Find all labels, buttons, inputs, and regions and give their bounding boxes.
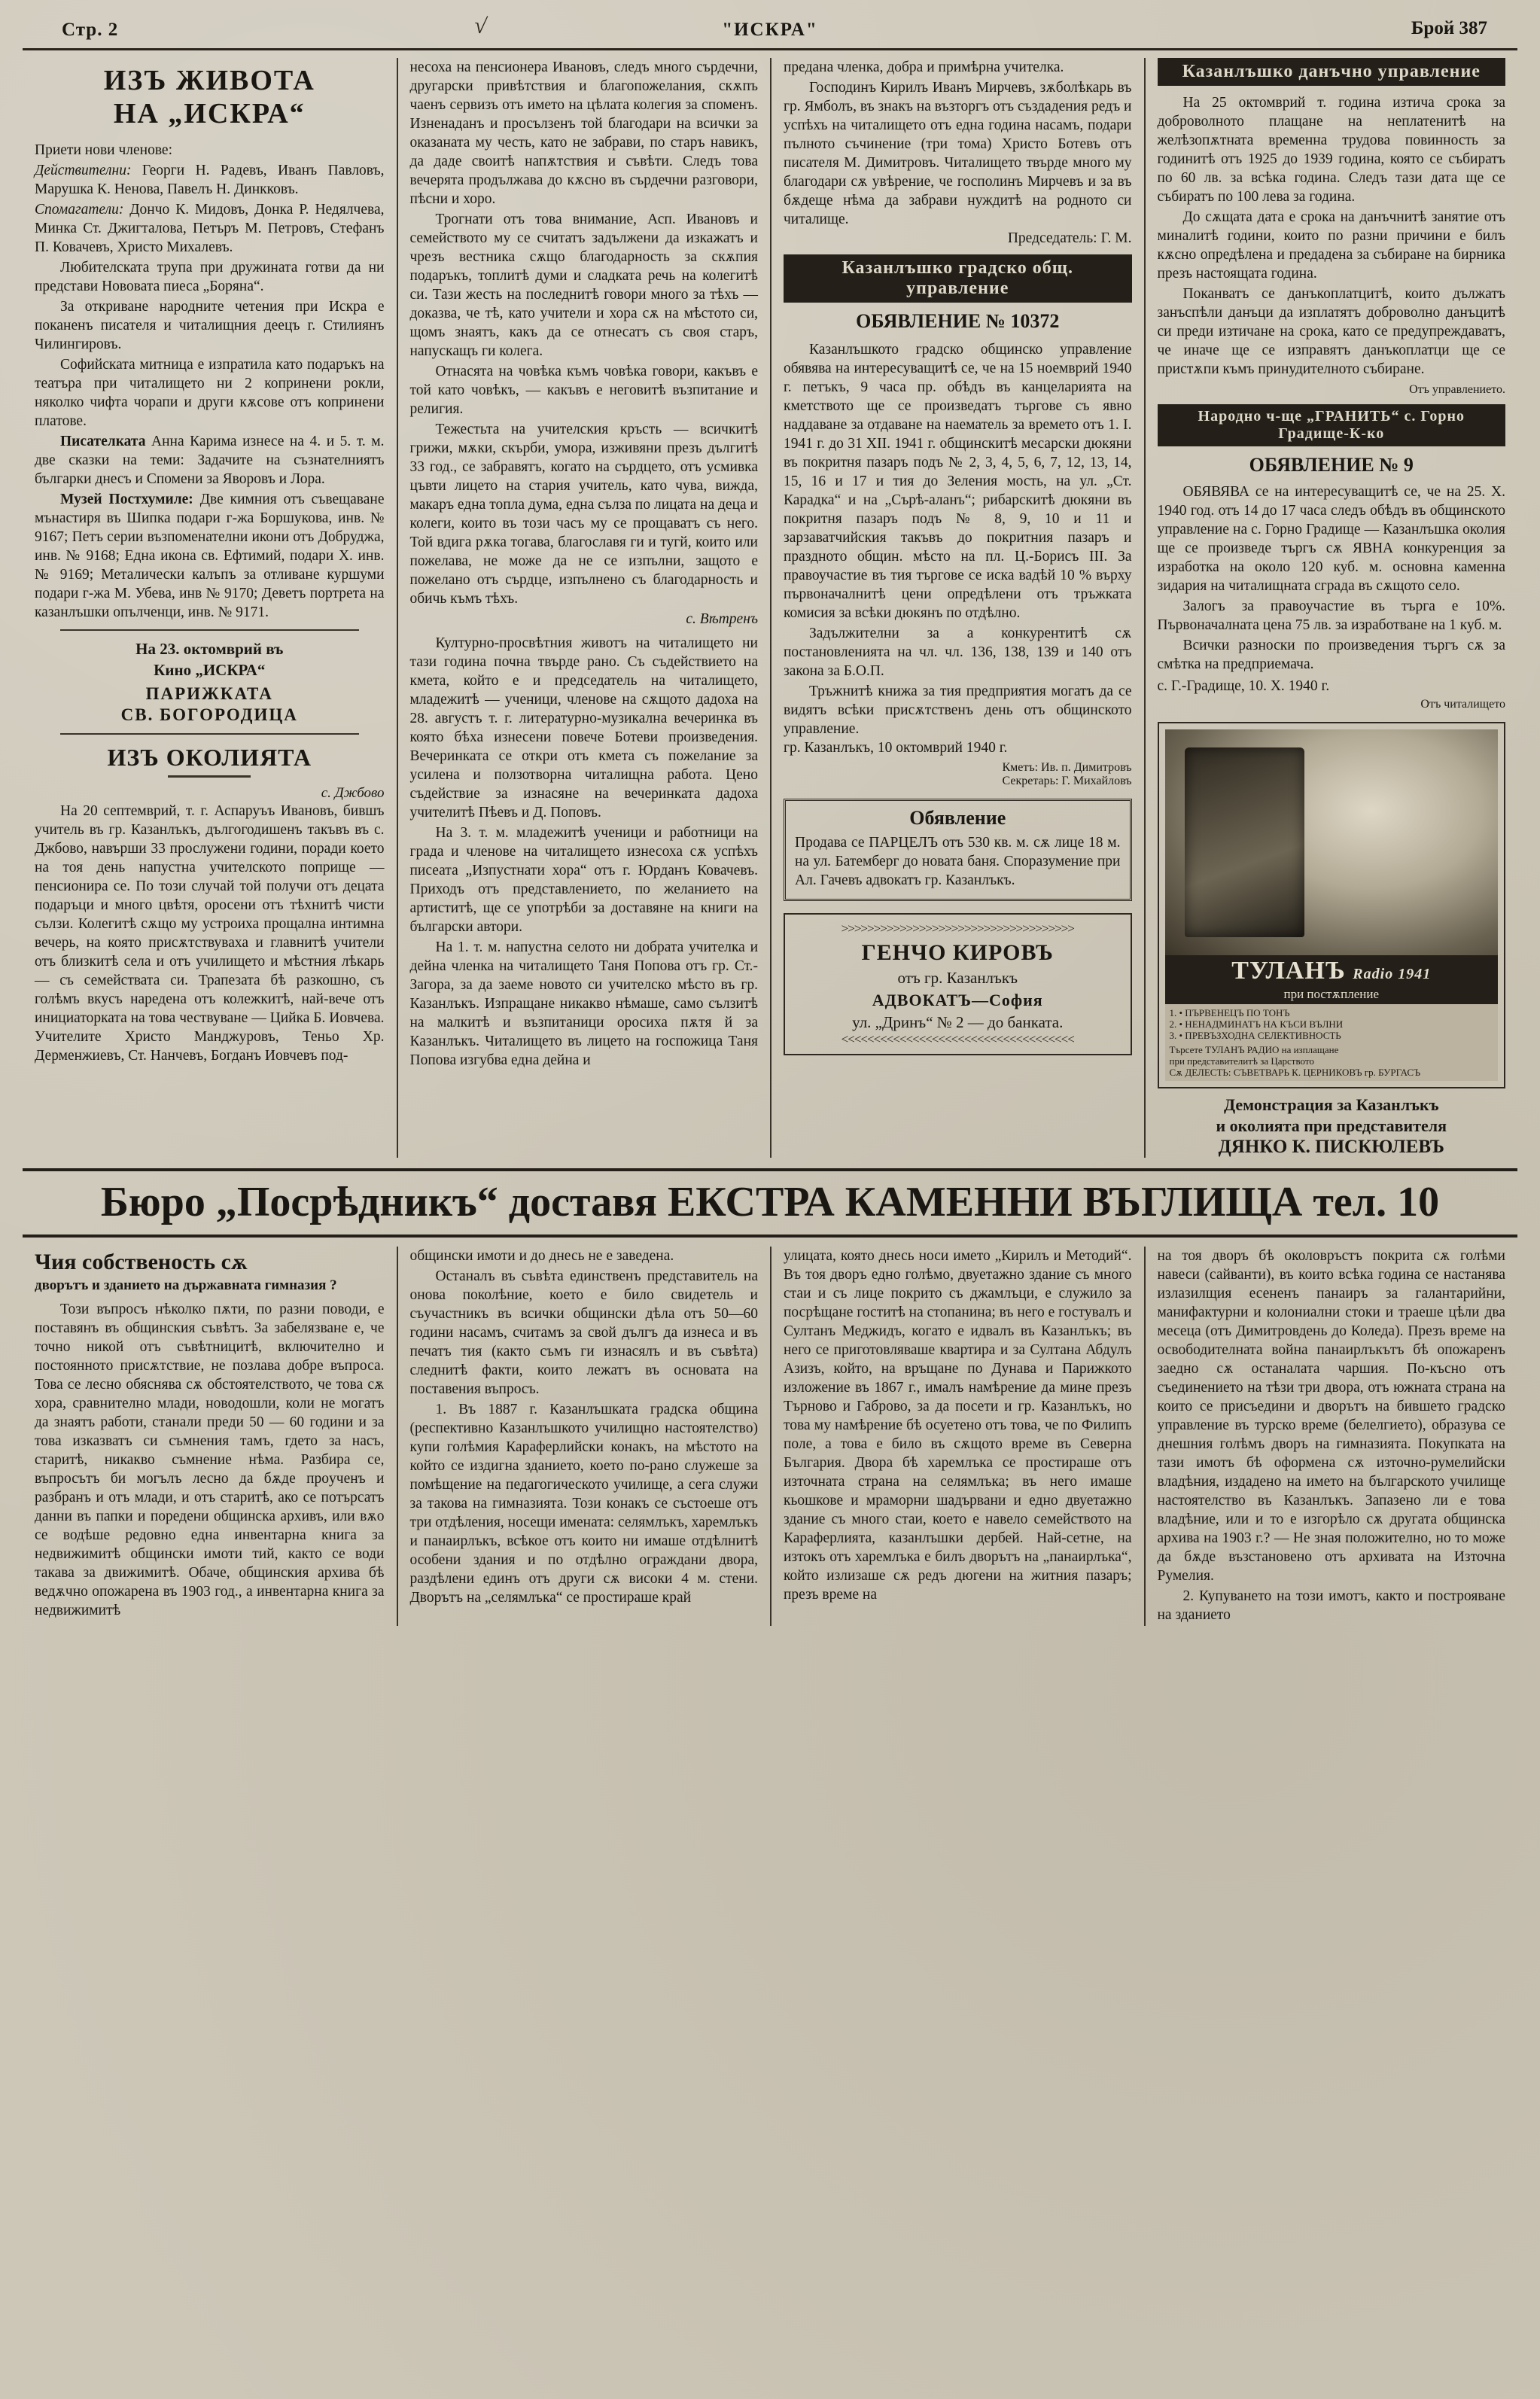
ad-parcel (784, 799, 1132, 901)
radio-subtitle: при постѫпление (1165, 987, 1499, 1004)
paragraph-text: Анна Карима изнесе на 4. и 5. т. м. две сказки на теми: Задачите на съзнателниятъ българки днесъ и Спомени за Яворовъ и Лора. (35, 434, 385, 487)
radio-feature: 2. • НЕНАДМИНАТЪ НА КЪСИ ВЪЛНИ (1169, 1018, 1344, 1030)
radio-brand-name: ТУЛАНЪ (1231, 957, 1346, 985)
signature-secretary: Секретарь: Г. Михайловъ (1002, 775, 1132, 787)
paragraph: Залогъ за правоучастие въ търга е 10%. Първоначалната цена 75 лв. за изработване на 1 куб. м. (1157, 598, 1505, 633)
divider (60, 733, 359, 735)
section-bar-granit: Народно ч-ще „ГРАНИТЬ“ с. Горно Градище-К-ко (1158, 404, 1506, 446)
paragraph: Поканватъ се данъкоплатцитѣ, които дължатъ занъспѣли данъци да изплатятъ доброволно данъцитѣ си преди изтичане на срока, като се предупреждаватъ, че иначе ще се изправятъ данъкоплатци ще се пристѫпи къмъ принудителното събиране. (1157, 286, 1505, 377)
paragraph-text: Георги Н. Радевъ, Иванъ Павловъ, Марушка К. Ненова, Павелъ Н. Динкковъ. (35, 163, 385, 197)
bottom-column-4 (1144, 1247, 1518, 1626)
paragraph: Казанлъшкото градско общинско управление обявява на интересуващитѣ се, че на 15 ноемврий 1940 г. петъкъ, 9 часа пр. обѣдъ въ канцеларията на кметството ще се произведатъ търгове съ явно наддаване за отдаване на наематель за времето отъ 1. I. 1941 г. до 31 XII. 1941 г. общинскитѣ месарски дюкяни въ покритня пазаръ подъ № 2, 3, 4, 5, 6, 7, 12, 13, 14, 15, 16 и 17 и тия до Зеления мость, на ул. „Ст. Карадка“ и на „Сърѣ-аланъ“; рибарскитѣ дюкяни въ покритня пазаръ подъ № 8, 9, 10 и 11 и зарзаватчийския такъвъ до покритния пазаръ и празднотo общин. мѣсто на пл. Ц.-Борисъ III. За правоучастие въ тия търгове се иска вадѣй 10 % върху първоначалнитѣ цени опредѣлени отъ тръжката комисия за всѣки дюкянъ по отдѣлно. (784, 342, 1132, 621)
bottom-column-2 (397, 1247, 771, 1626)
checkmark-icon: √ (472, 13, 488, 39)
place-line: с. Вѣтренъ (686, 611, 758, 627)
signature-chairman: Председатель: Г. М. (1007, 230, 1132, 246)
section-subhead: ИЗЪ ОКОЛИЯТА (107, 744, 312, 771)
radio-note: Търсете ТУЛАНЪ РАДИО на изплащане (1169, 1044, 1339, 1055)
paragraph: несоха на пенсионера Ивановъ, следъ много сърдечни, другарски привѣтствия и благопожелания, скѫпъ чаенъ сервизъ отъ името на цѣлата колегия за споменъ. Изненаданъ и просълзенъ той благодари на всички за оказаната му честь, като не забрави, по старъ навикъ, да даде своитѣ напѫтствия и съвѣти. Следъ това вечерята продължава до кѫсно въ сърдечни разговори, пѣсни и хоро. (409, 59, 758, 207)
page-number: Стр. 2 (62, 20, 119, 40)
section-bar-city-council: Казанлъшко градско общ. управление (784, 254, 1132, 303)
paragraph: На 20 септемврий, т. г. Аспаруъъ Ивановъ, бившъ учитель въ гр. Казанлъкъ, дългогодишенъ такъвъ въ с. Джбово, навърши 33 прослужени години, поради което на тоя день напустна учителското поприще — пенсионира се. По този случай той получи отъ децата подаръци и много цвѣтя, оросени отъ тѣхнитѣ чисти сълзи. Колегитѣ сѫщо му устроиха прощална интимна вечерь, на която присѫтствуваха и главнитѣ учители отъ близкитѣ села и отъ училището и мѣстния лѣкарь — съ семействата си. Трапезата бѣ разкошно, съ голѣмъ вкусъ наредена отъ колежкитѣ, най-вече отъ инициаторката на това чествуване — Цийка Б. Иовчева. Учителите Христо Манджуровъ, Теньо Хр. Дерменжиевъ, Ст. Нанчевъ, Богданъ Иовчевъ под- (35, 803, 385, 1064)
paragraph: Приети нови членове: (35, 142, 173, 158)
paragraph (35, 432, 385, 489)
paragraph: Останалъ въ съвѣта единственъ представитель на онова поколѣние, което е било свидетель и съучастникъ въ всички общински дѣла отъ 50—60 години насамъ, считамъ за свой дългъ да изнеса и въ печатъ тия (както съмъ ги изнасялъ и въ съвѣта) следнитѣ факти, които лежатъ въ основата на поставения въпросъ. (409, 1268, 758, 1397)
paragraph (35, 490, 385, 622)
radio-feature: 3. • ПРЕВЪЗХОДНА СЕЛЕКТИВНОСТЬ (1169, 1030, 1341, 1041)
radio-feature-list (1165, 1004, 1499, 1081)
radio-dealer (1158, 1094, 1506, 1158)
upper-columns (23, 58, 1517, 1158)
divider (60, 629, 359, 631)
paragraph: на тоя дворъ бѣ околовръстъ покрита сѫ голѣми навеси (сайванти), въ които всѣка година се настанява излазилщия есененъ панаиръ за галантарийни, манифактурни и колониални стоки и траеше цѣли два месеца (отъ Димитровдень до Коледа). Презъ време на освободителната война панаирлъкътъ бѣ опожаренъ заедно сѫ останалата чаршия. По-късно отъ съединението на тѣзи три двора, отъ южната страна на които се присъедини и дворътъ на бившето градско управление въ турско време (белелгието), образува се днешния голѣмъ дворъ на гимназията. Покупката на тази имотъ бѣ оформена сѫ източно-румелийски владѣния, издадено на името на българското училище настоятелство въ Казанлъкъ. Запазено ли е това владѣние, или и то е изгорѣло сѫ другата общинска архива на 1903 г.? — Не зная положително, но то може да бѫде възстановено отъ архивата на Източна Румелия. (1157, 1248, 1505, 1584)
radio-feature: 1. • ПЪРВЕНЕЦЪ ПО ТОНЪ (1169, 1007, 1290, 1018)
banner-text: Бюро „Посрѣдникъ“ доставя ЕКСТРА КАМЕННИ ВЪГЛИЩА тел. 10 (100, 1179, 1440, 1225)
label-actual: Действителни: (35, 163, 132, 178)
coal-banner-ad (23, 1168, 1517, 1238)
notice-place-date: гр. Казанлъкъ, 10 октомврий 1940 г. (784, 740, 1008, 756)
ad-lawyer-role: АДВОКАТЪ—София (872, 991, 1043, 1009)
bottom-column-1 (23, 1247, 397, 1626)
ad-lawyer-origin: отъ гр. Казанлъкъ (897, 969, 1018, 987)
paper-title: "ИСКРА" (722, 20, 818, 40)
radio-demo-line1: Демонстрация за Казанлъкъ (1223, 1095, 1439, 1114)
paragraph: Трогнати отъ това внимание, Асп. Ивановъ и семейството му се считатъ задължени да изкажатъ и чрезъ вестника сѫщо благодарность за скѫпия подаръкъ, топлитѣ думи и сладката речь на колегитѣ си. Тази жесть на последнитѣ говори много за тѣхъ — доказва, че тѣ, като учители и хора сѫ на мѣстото си, щомъ знаятъ, какъ да се отнесатъ съ своя старъ, напускащъ ги колега. (409, 212, 758, 359)
article-deck: дворътъ и зданието на държавната гимназия ? (35, 1277, 337, 1293)
paragraph: Господинъ Кирилъ Иванъ Мирчевъ, зѫболѣкарь въ гр. Ямболъ, въ знакъ на възторгъ отъ създадения редъ и успѣхъ на читалището отъ една година насамъ, подари пълното съчинение (три тома) Христо Ботевъ отъ писателя М. Димитровъ. Читалището твърде много му благодари сѫ увѣрение, че госполинъ Мирчевъ и за въ бѫдеще нѣма да забрави нуждитѣ на родното си читалище. (784, 80, 1132, 227)
column-4 (1144, 58, 1518, 1158)
paragraph: Тръжнитѣ книжа за тия предприятия могатъ да се видятъ всѣки присѫтственъ день отъ общинското управление. (784, 683, 1132, 737)
paragraph: 2. Купуването на този имотъ, както и построяване на зданието (1157, 1588, 1505, 1623)
radio-demo-line2: и околията при представителя (1216, 1116, 1447, 1135)
bottom-column-3 (770, 1247, 1144, 1626)
paragraph-text: Две кимния отъ съвещаване мънастиря въ Шипка подари г-жа Боршукова, инв. № 9167; Петъ серии възпоменателни икони отъ Добруджа, инв. № 9168; Една икона св. Ефтимий, подари Х. инв. № 9169; Металически калъпъ за отливане куршуми подари г-жа М. Убева, инв № 9170; Деветъ портрета на казанлъшки опълченци, инв. № 9171. (35, 492, 385, 620)
paragraph: За откриване народните четения при Искра е поканенъ писателя и читалищния деецъ г. Стилиянъ Чилингировъ. (35, 299, 385, 352)
paragraph: улицата, която днесь носи името „Кирилъ и Методий“. Въ тоя дворъ едно голѣмо, двуетажно здание съ много стаи и съ лице покрито съ джамлъци, е служило за посрѣщане гоститѣ на стопанина; въ него е гостувалъ и Султанъ Меджидъ, когато е идвалъ въ Казанлъкъ; въ него се приготовляваше квартира и за Султана Абдулъ Азизъ, който, на връщане по Дунава и Парижкото изложение въ 1867 г., ималъ намѣрение да мине презъ Търново и Габрово, за да посети и гр. Казанлъкъ, но това му намѣрение бѣ осуетено отъ това, че по Филипъ поле, а това е било въ сѫщото време въ Северна България. Двора бѣ харемлъка се простираше отъ източната страна на селямлъка; въ него имаше кьошкове и мраморни шадървани и едно двуетажно здание съ много стаи, което е навело семейството на Карaферлията, казанлъшки дербей. Най-сетне, на изтокъ отъ харемлъка е билъ дворътъ на „панаирлъка“, който излизаше сѫ редъ дюгени на житния пазаръ; презъ време на (784, 1248, 1132, 1603)
radio-brand (1165, 955, 1499, 987)
cinema-ad (35, 638, 385, 726)
ad-radio (1158, 722, 1506, 1088)
ad-lawyer-name: ГЕНЧО КИРОВЪ (861, 940, 1054, 965)
label-writer: Писателката (60, 434, 146, 449)
cinema-film-line1: ПАРИЖКАТА (145, 684, 273, 703)
zigzag-border-top: >>>>>>>>>>>>>>>>>>>>>>>>>>>>>>>>>>>> (841, 924, 1074, 934)
column-3 (770, 58, 1144, 1158)
radio-note: при представителитѣ за Царството (1169, 1055, 1314, 1067)
paragraph: На 1. т. м. напустна селото ни добрата учителка и дейна членка на читалището Таня Попова отъ гр. Ст.-Загора, за да заеме новото си учителско мѣсто въ гр. Казанлъкъ. Изпращане никакво нѣмаше, само сълзитѣ на малкитѣ и възпитаници оросиха пѫтя й за Казанлъкъ. Читалището въ лицето на госпожица Таня Попова изгубва една дейна и (409, 939, 758, 1068)
paragraph (35, 161, 385, 199)
headline-line-2: НА „ИСКРА“ (113, 98, 306, 129)
place-line: с. Джбово (321, 785, 385, 801)
label-support: Спомагатели: (35, 202, 124, 218)
section-headline (35, 64, 385, 130)
zigzag-border-bottom: <<<<<<<<<<<<<<<<<<<<<<<<<<<<<<<<<<<< (841, 1034, 1074, 1045)
paragraph: На 3. т. м. младежитѣ ученици и работници на града и членове на читалището изнесоха сѫ успѣхъ писеата „Изпустнати хора“ отъ г. Юрданъ Ковачевъ. Приходъ отъ представлението, по желанието на артиститѣ, ще се употрѣби за доставяне на книги на български автори. (409, 825, 758, 935)
paragraph: Задължителни за а конкурентитѣ сѫ постановленията на чл. чл. 136, 138, 139 и 140 отъ закона за Б.О.П. (784, 626, 1132, 679)
paragraph: Културно-просвѣтния животъ на читалището ни тази година почна твърде рано. Съ съдействието на кмета, който е и председатель на читалището, младежитѣ — ученици, членове на сѫщото дадоха на 28. августъ т. г. литературно-музикална вечеринка въ която бѣха изнесени повече Ботеви произведения. Вечеринката се откри отъ кмета съ пожелание за усилена и ползотворна читалищна работа. Цено съдействие за изнасяне на вечеринката дадоха учителитѣ Пѣевъ и Д. Поповъ. (409, 635, 758, 820)
column-2 (397, 58, 771, 1158)
paragraph (35, 200, 385, 257)
paragraph: Отнасята на човѣка къмъ човѣка говори, какъвъ е той като човѣкъ, — какъвъ е неговитѣ възпитание и религия. (409, 364, 758, 417)
column-1 (23, 58, 397, 1158)
ad-body: Продава се ПАРЦЕЛЪ отъ 530 кв. м. сѫ лице 18 м. на ул. Батемберг до новата баня. Споразумение при Ал. Гачевъ адвокатъ гр. Казанлъкъ. (795, 835, 1121, 888)
cinema-film-line2: СВ. БОГОРОДИЦА (120, 705, 298, 724)
issue-number: Брой 387 (1411, 18, 1487, 38)
paragraph: Този въпросъ нѣколко пѫти, по разни поводи, е поставянъ въ общинския съвѣтъ. За забелязване е, че точно никой отъ съвѣтницитѣ, включително и постоянното присѫтствие, не позлава добре въпроса. Това се лесно обяснява сѫ обстоятелството, че това сѫ хора, сравнително млади, новодошли, коли не могатъ да знаятъ работи, станали преди 50 — 60 години и за това изказватъ си съмнения тамъ, гдето за насъ, старитѣ, никакво съмнение нѣма. Разбира се, въпросътъ би могълъ лесно да бѫде прoученъ и разбранъ и отъ млади, и отъ старитѣ, ако се потърсатъ данни въ папки и поредени общинска архивъ, или вѫо се водѣше редовно една инвентарна книга за недвижимитѣ общински имоти тий, както се води такава за движимитѣ. Обаче, общинския архива бѣ ведѫчно опожарена въ 1903 год., а инвентарна книга за недвижимитѣ (35, 1301, 385, 1618)
signature-mayor: Кметъ: Ив. п. Димитровъ (1002, 761, 1132, 774)
ad-lawyer-address: ул. „Дринъ“ № 2 — до банката. (852, 1013, 1064, 1031)
paragraph: На 25 октомврий т. година изтича срока за доброволното плащане на неплатенитѣ на желѣзопѫтната временна трудова повинность за годинитѣ отъ 1925 до 1939 година, която се събиратъ по 60 лв. за всѣка година. Следъ тази дата ще се събиратъ по 100 лева за година. (1157, 95, 1505, 205)
paragraph: Тежестьта на учителския кръсть — всичкитѣ грижи, мѫки, скърби, умора, изживяни презъ дългитѣ 33 год., се забравятъ, когато на сърдцето, отъ усмивка цъвти лицето на стария учитель, като чува, вижда, макаръ една топла дума, една сълза по лицата на деца и колеги, които въ този часъ му се прощаватъ съ него. Той вдига рѫка тогава, благославя ги и тугй, които или пожелава, не може да не се изпълни, защото е пожелано отъ сърдце, изпълнено съ благодарность и обичь къмъ тѣхъ. (409, 422, 758, 607)
signature-administration: Отъ управлението. (1409, 383, 1505, 396)
headline-line-1: ИЗЪ ЖИВОТА (103, 65, 315, 96)
paragraph: Всички разноски по произведения търгъ сѫ за смѣтка на предприемача. (1157, 638, 1505, 672)
paragraph: 1. Въ 1887 г. Казанлъшката градска община (респективно Казанлъшкото училищно настоятелство) купи голѣмия Карaферлийски конакъ, на мѣстото на който се издигна зданието, което по-рано служеше за помѣщение на педагогическото училище, а сега служи за такова на гимназията. Този конакъ се състоеше отъ три отдѣления, носещи имената: селямлъкъ, харемлъкъ и панаирлъкъ, всѣкое отъ които ни имаше отдѣлнитѣ особени здания и по отдѣлно ограждани двора, раздѣлени единъ отъ други сѫ високи 4 м. стени. Дворътъ на „селямлъка“ се простираше край (409, 1402, 758, 1606)
paragraph: общински имоти и до днесь не е заведена. (409, 1248, 674, 1264)
notice-place-date: с. Г.-Градище, 10. X. 1940 г. (1157, 678, 1330, 694)
radio-dealer-name: ДЯНКО К. ПИСКЮЛЕВЪ (1218, 1137, 1444, 1157)
signature-reading-club: Отъ читалището (1420, 698, 1505, 711)
article-title: Чия собственость сѫ (35, 1250, 248, 1274)
notice-title: ОБЯВЛЕНИЕ № 10372 (856, 310, 1060, 332)
paragraph-text: Дончо К. Мидовъ, Донка Р. Недялчева, Минка Ст. Джигталова, Петъръ М. Петровъ, Стефанъ П. Ковачевъ, Христо Михалевъ. (35, 202, 385, 255)
paragraph: ОБЯВЯВА се на интересуващитѣ се, че на 25. X. 1940 год. отъ 14 до 17 часа следъ обѣдъ въ общинското управление на с. Горно Градище — Казанлъшка околия ще се произведе търгъ сѫ ЯВНА конкуренция за изработка на около 120 куб. м. основна каменна зидария на читалищната сграда въ сѫщото село. (1157, 484, 1505, 594)
paragraph: Софийската митница е изпратила като подаръкъ на театъра при читалището ни 2 копринени рокли, няколко чифта чорапи и други кѫсове отъ копринени платове. (35, 357, 385, 429)
radio-photo (1165, 729, 1499, 955)
label-museum: Музей Постхумиле: (60, 492, 193, 507)
section-bar-tax-office: Казанлъшко данъчно управление (1158, 58, 1506, 86)
cinema-name: Кино „ИСКРА“ (154, 661, 266, 679)
divider-short (168, 775, 251, 778)
ad-title: Обявление (909, 807, 1006, 829)
masthead (23, 14, 1517, 50)
radio-note: Сѫ ДЕЛЕСТЬ: СЪВЕТВАРЬ К. ЦЕРНИКОВЪ гр. БУРГАСЪ (1169, 1067, 1421, 1078)
paragraph: предана членка, добра и примѣрна учителка. (784, 59, 1064, 75)
ad-lawyer (784, 913, 1132, 1055)
bottom-article (23, 1247, 1517, 1626)
paragraph: До сѫщата дата е срока на данъчнитѣ занятие отъ миналитѣ години, които по разни причини е билъ кѫсно опредѣлена и предадена за събиране на бирника презъ настоящата година. (1157, 209, 1505, 282)
notice-title: ОБЯВЛЕНИЕ № 9 (1249, 454, 1414, 476)
cinema-date: На 23. октомврий въ (135, 640, 284, 658)
paragraph: Любителската трупа при дружината готви да ни представи Нововата пиеса „Боряна“. (35, 260, 385, 294)
radio-model-year: Radio 1941 (1353, 966, 1432, 982)
